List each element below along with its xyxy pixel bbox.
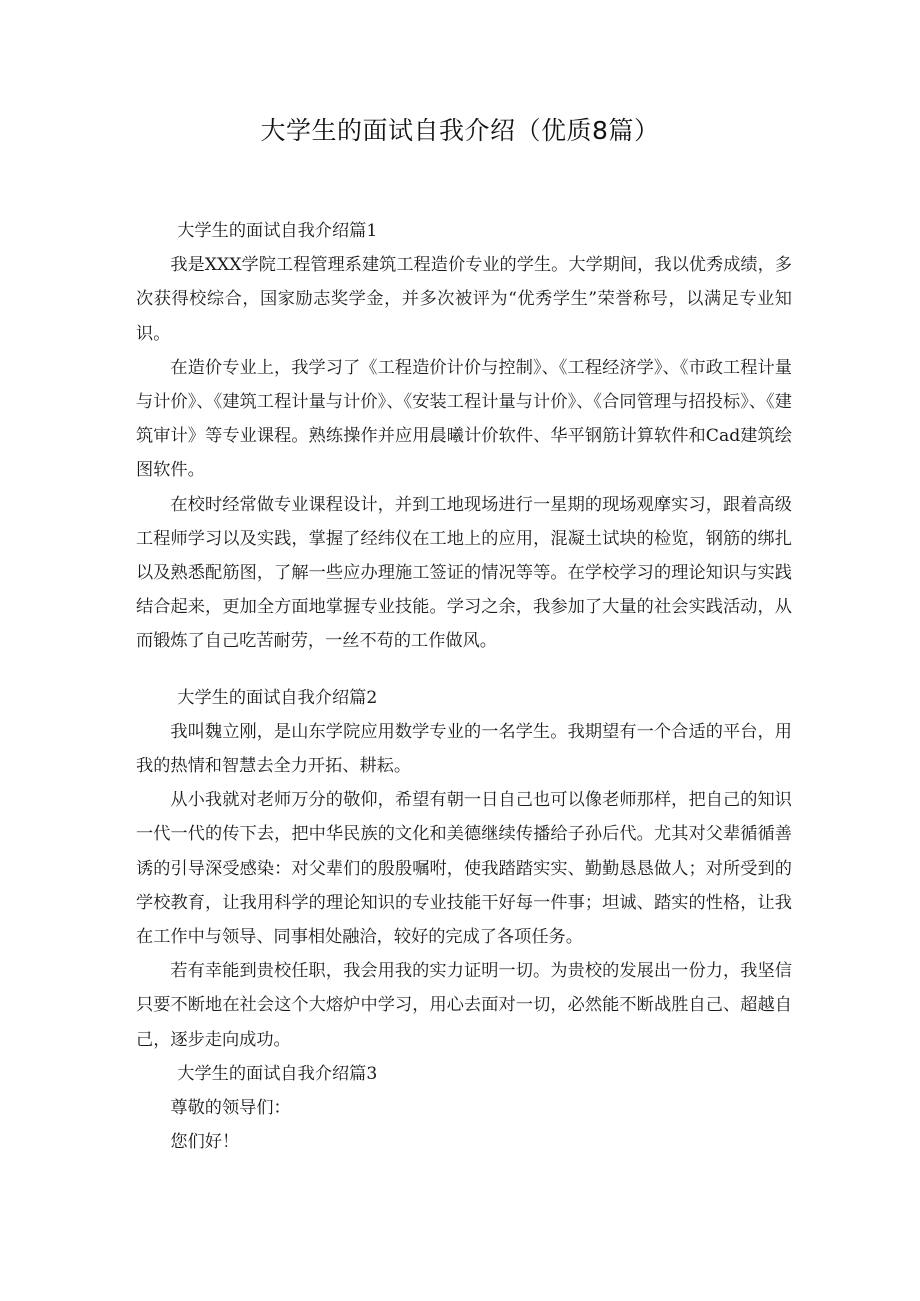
section-spacer (136, 659, 792, 681)
paragraph: 若有幸能到贵校任职，我会用我的实力证明一切。为贵校的发展出一份力，我坚信只要不断地在社会这个大熔炉中学习，用心去面对一切，必然能不断战胜自己、超越自己，逐步走向成功。 (136, 961, 792, 1050)
paragraph: 在造价专业上，我学习了《工程造价计价与控制》、《工程经济学》、《市政工程计量与计价》、《建筑工程计量与计价》、《安装工程计量与计价》、《合同管理与招投标》、《建筑审计》等专业课程。熟练操作并应用晨曦计价软件、华平钢筋计算软件和Cad建筑绘图软件。 (136, 357, 792, 481)
paragraph: 我叫魏立刚，是山东学院应用数学专业的一名学生。我期望有一个合适的平台，用我的热情和智慧去全力开拓、耕耘。 (136, 721, 792, 777)
paragraph: 我是XXX学院工程管理系建筑工程造价专业的学生。大学期间，我以优秀成绩，多次获得校综合，国家励志奖学金，并多次被评为“优秀学生”荣誉称号，以满足专业知识。 (136, 255, 792, 344)
paragraph: 在校时经常做专业课程设计，并到工地现场进行一星期的现场观摩实习，跟着高级工程师学习以及实践，掌握了经纬仪在工地上的应用，混凝土试块的检览，钢筋的绑扎以及熟悉配筋图，了解一些应办理施工签证的情况等等。在学校学习的理论知识与实践结合起来，更加全方面地掌握专业技能。学习之余，我参加了大量的社会实践活动，从而锻炼了自己吃苦耐劳，一丝不苟的工作做风。 (136, 494, 792, 652)
section-heading: 大学生的面试自我介绍篇3 (177, 1063, 378, 1084)
section-heading: 大学生的面试自我介绍篇2 (177, 687, 378, 708)
paragraph: 从小我就对老师万分的敬仰，希望有朝一日自己也可以像老师那样，把自己的知识一代一代的传下去，把中华民族的文化和美德继续传播给子孙后代。尤其对父辈循循善诱的引导深受感染：对父辈们的殷殷嘱咐，使我踏踏实实、勤勤恳恳做人；对所受到的学校教育，让我用科学的理论知识的专业技能干好每一件事；坦诚、踏实的性格，让我在工作中与领导、同事相处融洽，较好的完成了各项任务。 (136, 790, 792, 948)
document-body (136, 214, 792, 1159)
document-title: 大学生的面试自我介绍（优质8篇） (260, 116, 660, 145)
paragraph: 您们好！ (170, 1132, 240, 1153)
paragraph: 尊敬的领导们： (170, 1098, 291, 1119)
section-heading: 大学生的面试自我介绍篇1 (177, 221, 378, 241)
